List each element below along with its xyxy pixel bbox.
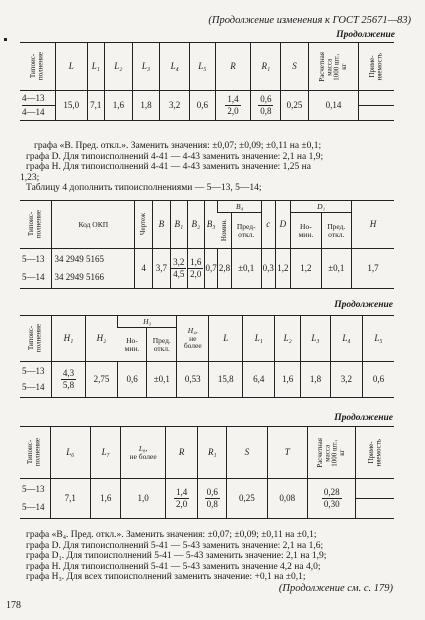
col-tip: Типоис- полнение	[27, 324, 43, 353]
col-B2: B₂	[187, 201, 204, 249]
col-H3: H₃	[117, 316, 176, 328]
col-L1: L₁	[243, 316, 275, 362]
table-4	[20, 426, 394, 519]
page-number: 178	[6, 600, 21, 611]
text-line: графа D. Для типоисполнений 4-41 — 4-43 заменить значение: 2,1 на 1,9;	[26, 151, 324, 162]
continuation-label-1: Продолжение	[336, 30, 395, 40]
col-L2: L₂	[275, 316, 301, 362]
cell: 3,2	[171, 258, 186, 269]
col-nom: Но- мин.	[117, 328, 146, 362]
col-R1: R₁	[198, 427, 227, 479]
cell: 4,5	[173, 269, 185, 279]
col-L: L	[209, 316, 243, 362]
col-prim: Приме- няемость	[366, 438, 383, 467]
cell: 3,2	[160, 91, 190, 121]
footer-continuation: (Продолжение см. с. 179)	[278, 583, 393, 594]
cell: 2,8	[218, 249, 231, 289]
text-line: графа «B₄. Пред. откл.». Заменить значения: ±0,07; ±0,09; ±0,11 на ±0,1;	[26, 530, 317, 540]
col-R: R	[215, 43, 251, 91]
cell: 0,08	[267, 479, 307, 519]
col-predD: Пред. откл.	[321, 213, 351, 249]
paragraph-2	[20, 530, 326, 583]
row-label: 4—13	[22, 94, 55, 106]
cell: 5,8	[62, 380, 75, 390]
table-2	[20, 200, 394, 289]
cell: 0,53	[177, 362, 209, 398]
text-line: 1,23;	[20, 172, 40, 183]
cell: 4	[135, 249, 153, 289]
col-S: S	[281, 43, 309, 91]
cell: 0,6	[258, 95, 273, 106]
cell: 0,6	[205, 488, 220, 499]
cell: 1,4	[225, 95, 240, 106]
table-3	[20, 315, 394, 398]
cell: 0,14	[308, 91, 358, 121]
cell: ±0,1	[147, 362, 177, 398]
col-cher: Чертеж	[138, 213, 147, 236]
row-label: 5—14	[22, 272, 45, 282]
cell: 34 2949 5166	[54, 272, 104, 282]
cell: 0,6	[190, 91, 216, 121]
text-line: графа D. Для типоисполнений 5-41 — 5-43 заменить значение: 2,1 на 1,6;	[26, 540, 324, 551]
cell: 2,0	[176, 499, 188, 509]
col-tip: Типоис- полнение	[29, 52, 45, 81]
col-L1: L₁	[87, 43, 104, 91]
cell: 7,1	[87, 91, 104, 121]
cell: 0,25	[281, 91, 309, 121]
cell: 1,7	[351, 249, 394, 289]
col-L4: L₄	[160, 43, 190, 91]
cell: 6,4	[243, 362, 275, 398]
col-T: T	[267, 427, 307, 479]
cell: ±0,1	[231, 249, 261, 289]
col-kod: Код ОКП	[52, 201, 135, 249]
col-L6: L₆	[50, 427, 90, 479]
col-L8: L₈, не более	[121, 427, 165, 479]
col-mass: Расчетная масса 1000 шт., кг	[316, 437, 347, 468]
table-1	[20, 42, 394, 121]
cell: 3,2	[330, 362, 362, 398]
cell: 0,28	[322, 488, 342, 499]
col-H4: H₄, не более	[177, 316, 209, 362]
col-L: L	[55, 43, 87, 91]
col-H1: H₁	[51, 316, 85, 362]
continuation-label-3: Продолжение	[334, 413, 393, 423]
text-line: графа H. Для типоисполнений 4-41 — 4-43 заменить значение: 1,25 на	[26, 162, 311, 172]
cell: 2,75	[86, 362, 118, 398]
col-c: c	[261, 201, 275, 249]
col-nomD: Но- мин.	[291, 213, 321, 249]
col-L4: L₄	[330, 316, 362, 362]
col-R1: R₁	[251, 43, 281, 91]
col-H2: H₂	[86, 316, 118, 362]
col-H: H	[351, 201, 394, 249]
cell: 0,30	[323, 499, 340, 509]
cell: 7,1	[50, 479, 90, 519]
cell: 1,2	[291, 249, 321, 289]
cell: 4,3	[61, 369, 76, 380]
cell: 1,6	[105, 91, 133, 121]
col-prim: Приме- няемость	[368, 52, 384, 81]
col-L7: L₇	[90, 427, 121, 479]
row-label: 4—14	[22, 107, 45, 117]
col-B: B	[152, 201, 170, 249]
cell: 0,7	[204, 249, 218, 289]
cell: 15,0	[55, 91, 87, 121]
cell: 0,25	[227, 479, 267, 519]
paragraph-1	[20, 141, 323, 194]
col-D: D	[275, 201, 291, 249]
page-header: (Продолжение изменения к ГОСТ 25671—83)	[208, 15, 411, 26]
cell: 1,6	[90, 479, 121, 519]
cell: 1,6	[275, 362, 301, 398]
cell: 2,0	[227, 106, 239, 116]
cell: 0,6	[117, 362, 146, 398]
cell: 1,2	[275, 249, 291, 289]
col-D1: D₁	[291, 201, 352, 213]
col-L2: L₂	[105, 43, 133, 91]
text-line: графа D₁. Для типоисполнений 5-41 — 5-43 заменить значение: 2,1 на 1,9;	[26, 551, 327, 561]
cell: 1,4	[174, 488, 189, 499]
text-line: графа H. Для типоисполнений 5-41 — 5-43 заменить значение 4,2 на 4,0;	[26, 561, 321, 572]
cell: 1,8	[132, 91, 160, 121]
cell: 2,0	[190, 269, 202, 279]
cell: 0,8	[260, 106, 272, 116]
col-B4: B₄	[218, 201, 261, 213]
cell: 0,3	[261, 249, 275, 289]
cell: 1,8	[301, 362, 331, 398]
row-label: 5—14	[22, 501, 45, 512]
text-line: Таблицу 4 дополнить типоисполнениями — 5—13, 5—14;	[26, 183, 262, 193]
col-L5: L₅	[190, 43, 216, 91]
col-B1: B₁	[170, 201, 187, 249]
col-pred: Пред. откл.	[147, 328, 177, 362]
cell: 1,6	[188, 258, 203, 269]
col-tip: Типоис- полнение	[27, 210, 43, 239]
cell: ±0,1	[321, 249, 351, 289]
cell: 0,8	[206, 499, 218, 509]
row-label: 5—13	[22, 366, 45, 377]
col-pred: Пред- откл.	[231, 213, 261, 249]
col-L3: L₃	[132, 43, 160, 91]
col-tip: Типоис- полнение	[26, 438, 42, 467]
col-mass: Расчетная масса 1000 шт., кг	[317, 51, 348, 82]
cell: 34 2949 5165	[54, 253, 104, 264]
cell: 3,7	[152, 249, 170, 289]
col-R: R	[165, 427, 198, 479]
cell: 15,8	[209, 362, 243, 398]
row-label: 5—14	[22, 381, 45, 392]
row-label: 5—13	[22, 484, 45, 495]
col-nom: Номин.	[219, 219, 228, 242]
col-S: S	[227, 427, 267, 479]
continuation-label-2: Продолжение	[334, 300, 393, 310]
text-line: графа H₃. Для всех типоисполнений заменить значение: +0,1 на ±0,1;	[26, 572, 306, 582]
mark-dot	[4, 38, 7, 41]
cell: 1,0	[121, 479, 165, 519]
cell: 0,6	[362, 362, 394, 398]
text-line: графа «B. Пред. откл.». Заменить значения: ±0,07; ±0,09; ±0,11 на ±0,1;	[34, 141, 322, 151]
col-B3: B₃	[204, 201, 218, 249]
col-L3: L₃	[301, 316, 331, 362]
col-L5: L₅	[362, 316, 394, 362]
row-label: 5—13	[22, 253, 45, 264]
